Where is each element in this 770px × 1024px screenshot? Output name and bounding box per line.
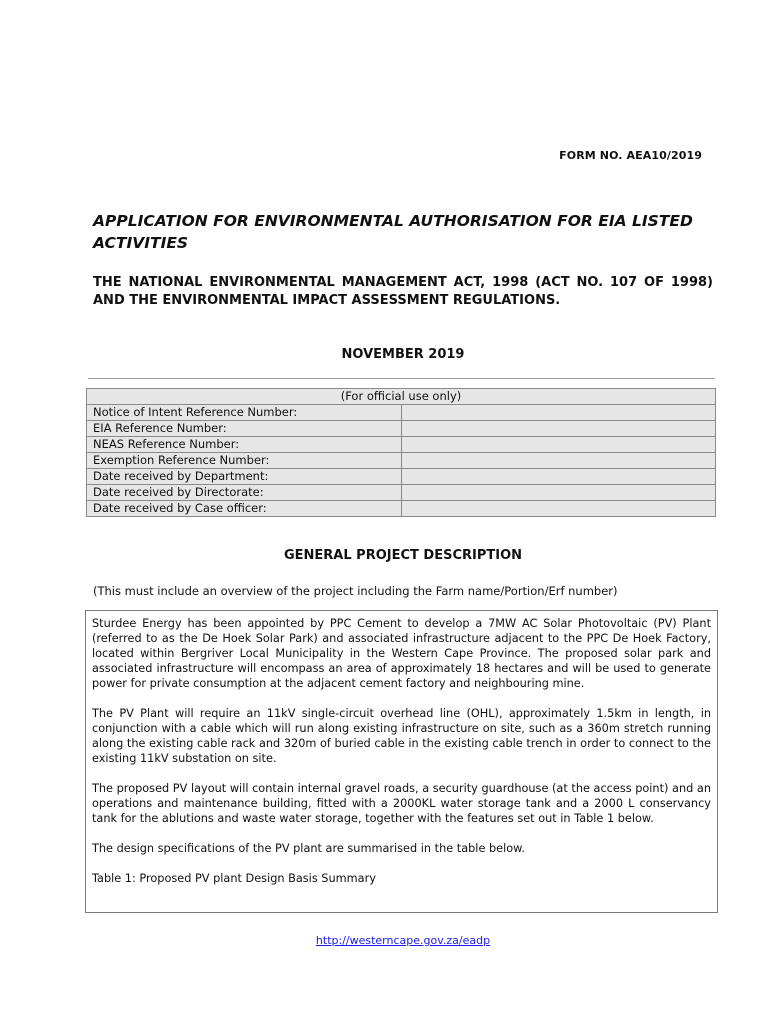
- row-value-field[interactable]: [401, 469, 716, 485]
- table-row: [87, 405, 716, 421]
- document-title: APPLICATION FOR ENVIRONMENTAL AUTHORISATION FOR EIA LISTED ACTIVITIES: [93, 212, 693, 252]
- row-value-field[interactable]: [401, 453, 716, 469]
- table-row: [87, 437, 716, 453]
- table-caption: Table 1: Proposed PV plant Design Basis Summary: [92, 872, 376, 885]
- project-description-box[interactable]: [85, 610, 718, 913]
- form-number: FORM NO. AEA10/2019: [559, 149, 702, 162]
- official-use-header-row: [87, 389, 716, 405]
- description-paragraph: The proposed PV layout will contain internal gravel roads, a security guardhouse (at the access point) and an operations and maintenance building, fitted with a 2000KL water storage tank and a 2000 L conservancy tank for the ablutions and waste water storage, together with the features set out in Table 1 below.: [92, 782, 711, 825]
- section-instruction: (This must include an overview of the project including the Farm name/Portion/Erf number): [93, 584, 618, 598]
- row-value-field[interactable]: [401, 437, 716, 453]
- description-paragraph: The design specifications of the PV plant are summarised in the table below.: [92, 842, 525, 855]
- footer-link[interactable]: http://westerncape.gov.za/eadp: [315, 934, 491, 947]
- row-value-field[interactable]: [401, 421, 716, 437]
- official-use-table: [86, 388, 716, 517]
- row-label: Date received by Directorate:: [87, 485, 402, 501]
- official-use-header: (For official use only): [87, 389, 716, 405]
- section-heading: GENERAL PROJECT DESCRIPTION: [283, 548, 523, 563]
- table-row: [87, 501, 716, 517]
- description-paragraph: The PV Plant will require an 11kV single-circuit overhead line (OHL), approximately 1.5km in length, in conjunction with a cable which will run along existing infrastructure on site, such as a 360m stretch running along the existing cable rack and 320m of buried cable in the existing cable trench in order to connect to the existing 11kV substation on site.: [92, 707, 711, 765]
- table-row: [87, 469, 716, 485]
- row-value-field[interactable]: [401, 405, 716, 421]
- table-row: [87, 485, 716, 501]
- description-paragraph: Sturdee Energy has been appointed by PPC Cement to develop a 7MW AC Solar Photovoltaic (PV) Plant (referred to as the De Hoek Solar Park) and associated infrastructure adjacent to the PPC De Hoek Factory, located within Bergriver Local Municipality in the Western Cape Province. The proposed solar park and associated infrastructure will encompass an area of approximately 18 hectares and will be used to generate power for private consumption at the adjacent cement factory and neighbouring mine.: [92, 617, 711, 690]
- row-value-field[interactable]: [401, 485, 716, 501]
- document-date: NOVEMBER 2019: [341, 347, 465, 362]
- document-subtitle: THE NATIONAL ENVIRONMENTAL MANAGEMENT ACT, 1998 (ACT NO. 107 OF 1998) AND THE ENVIRONMENTAL IMPACT ASSESSMENT REGULATIONS.: [93, 275, 713, 308]
- row-label: Notice of Intent Reference Number:: [87, 405, 402, 421]
- table-row: [87, 453, 716, 469]
- row-label: Date received by Department:: [87, 469, 402, 485]
- divider: [88, 378, 715, 379]
- table-row: [87, 421, 716, 437]
- row-value-field[interactable]: [401, 501, 716, 517]
- row-label: Date received by Case officer:: [87, 501, 402, 517]
- row-label: EIA Reference Number:: [87, 421, 402, 437]
- row-label: NEAS Reference Number:: [87, 437, 402, 453]
- row-label: Exemption Reference Number:: [87, 453, 402, 469]
